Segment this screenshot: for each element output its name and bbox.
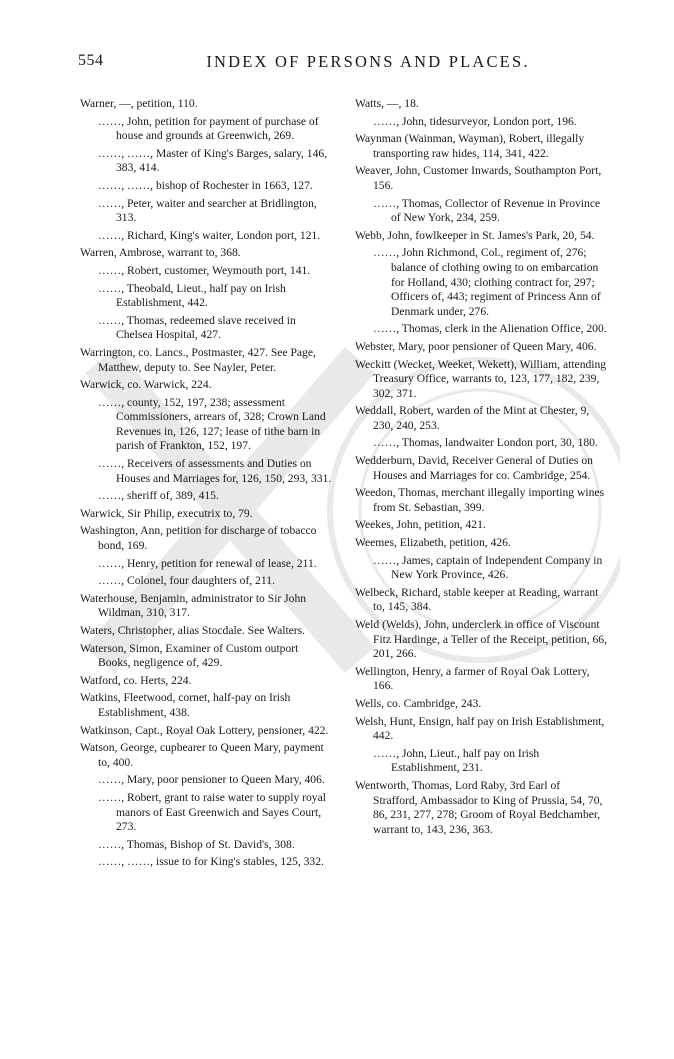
index-entry: ……, ……, issue to for King's stables, 125, 332. <box>98 855 324 869</box>
index-column-right <box>355 97 607 840</box>
index-entry: ……, ……, bishop of Rochester in 1663, 127. <box>98 178 313 192</box>
index-entry: Warren, Ambrose, warrant to, 368. <box>80 246 241 260</box>
index-entry: Watson, George, cupbearer to Queen Mary, payment to, 400. <box>80 741 324 769</box>
index-entry: ……, John Richmond, Col., regiment of, 276; balance of clothing owing to on embarcation for Holland, 430; clothing contract for, 297; Officers of, 443; regiment of Princess Ann of Denmark under, 276. <box>373 246 601 318</box>
index-entry: ……, Thomas, redeemed slave received in Chelsea Hospital, 427. <box>98 313 296 342</box>
index-entry: Waynman (Wainman, Wayman), Robert, illegally transporting raw hides, 114, 341, 422. <box>355 132 585 160</box>
index-entry: Wedderburn, David, Receiver General of Duties on Houses and Marriages for co. Cambridge, 254. <box>355 454 593 482</box>
page-header <box>78 52 618 80</box>
index-entry: Watkins, Fleetwood, cornet, half-pay on Irish Establishment, 438. <box>80 691 291 719</box>
index-entry: ……, county, 152, 197, 238; assessment Commissioners, arrears of, 328; Crown Land Revenues in, 126, 127; lease of tithe barn in parish of Frankton, 152, 197. <box>98 395 326 453</box>
index-entry: Waterhouse, Benjamin, administrator to Sir John Wildman, 310, 317. <box>80 591 307 620</box>
index-entry: Watford, co. Herts, 224. <box>80 673 192 687</box>
index-entry: Weckitt (Wecket, Weeket, Wekett), William, attending Treasury Office, warrants to, 123, 177, 182, 239, 302, 371. <box>355 357 607 400</box>
index-entry: ……, Thomas, Bishop of St. David's, 308. <box>98 837 295 851</box>
index-entry: Weedon, Thomas, merchant illegally importing wines from St. Sebastian, 399. <box>355 486 605 514</box>
index-entry: Waterson, Simon, Examiner of Custom outport Books, negligence of, 429. <box>80 641 299 670</box>
index-entry: ……, John, Lieut., half pay on Irish Establishment, 231. <box>373 746 540 775</box>
index-entry: Warrington, co. Lancs., Postmaster, 427. See Page, Matthew, deputy to. See Nayler, Peter. <box>80 345 316 374</box>
index-entry: ……, Richard, King's waiter, London port, 121. <box>98 228 321 242</box>
index-entry: Wells, co. Cambridge, 243. <box>355 696 482 710</box>
index-entry: Weld (Welds), John, underclerk in office of Viscount Fitz Hardinge, a Teller of the Receipt, petition, 66, 201, 266. <box>355 618 608 661</box>
index-entry: ……, Peter, waiter and searcher at Bridlington, 313. <box>98 196 317 225</box>
index-entry: ……, Theobald, Lieut., half pay on Irish Establishment, 442. <box>98 281 286 310</box>
index-entry: Weekes, John, petition, 421. <box>355 518 486 532</box>
index-entry: ……, Colonel, four daughters of, 211. <box>98 574 275 588</box>
index-entry: Watkinson, Capt., Royal Oak Lottery, pensioner, 422. <box>80 723 329 737</box>
index-entry: ……, Mary, poor pensioner to Queen Mary, 406. <box>98 773 325 787</box>
page-number: 554 <box>78 52 104 69</box>
index-entry: Webster, Mary, poor pensioner of Queen Mary, 406. <box>355 339 597 353</box>
index-entry: Watts, —, 18. <box>355 97 419 110</box>
index-entry: Washington, Ann, petition for discharge of tobacco bond, 169. <box>80 524 317 553</box>
index-column-left <box>80 97 332 873</box>
index-entry: ……, James, captain of Independent Company in New York Province, 426. <box>373 553 603 582</box>
index-entry: ……, Thomas, clerk in the Alienation Office, 200. <box>373 322 607 336</box>
index-entry: Warner, —, petition, 110. <box>80 97 198 110</box>
index-entry: Wentworth, Thomas, Lord Raby, 3rd Earl of Strafford, Ambassador to King of Prussia, 54, 70, 86, 231, 277, 278; Groom of Royal Bedchamber, warrant to, 143, 236, 363. <box>355 778 603 836</box>
index-entry: ……, sheriff of, 389, 415. <box>98 489 219 503</box>
index-entry: Waters, Christopher, alias Stocdale. See Walters. <box>80 624 306 637</box>
index-entry: Wellington, Henry, a farmer of Royal Oak Lottery, 166. <box>355 664 590 693</box>
index-entry: Welbeck, Richard, stable keeper at Reading, warrant to, 145, 384. <box>355 585 599 614</box>
index-entry: Weddall, Robert, warden of the Mint at Chester, 9, 230, 240, 253. <box>355 404 590 432</box>
index-entry: ……, Receivers of assessments and Duties on Houses and Marriages for, 126, 150, 293, 331. <box>98 457 332 485</box>
index-entry: Weemes, Elizabeth, petition, 426. <box>355 536 511 550</box>
index-entry: ……, ……, Master of King's Barges, salary, 146, 383, 414. <box>98 146 328 175</box>
index-entry: Webb, John, fowlkeeper in St. James's Park, 20, 54. <box>355 228 595 242</box>
index-entry: ……, Thomas, landwaiter London port, 30, 180. <box>373 436 598 450</box>
index-entry: Welsh, Hunt, Ensign, half pay on Irish Establishment, 442. <box>355 714 605 743</box>
index-entry: ……, John, petition for payment of purchase of house and grounds at Greenwich, 269. <box>98 114 319 143</box>
index-entry: Warwick, Sir Philip, executrix to, 79. <box>80 506 253 520</box>
index-entry: ……, John, tidesurveyor, London port, 196. <box>373 114 577 128</box>
index-entry: ……, Thomas, Collector of Revenue in Province of New York, 234, 259. <box>373 196 601 225</box>
page-title: INDEX OF PERSONS AND PLACES. <box>206 52 530 71</box>
index-entry: ……, Robert, customer, Weymouth port, 141. <box>98 263 311 277</box>
index-entry: Warwick, co. Warwick, 224. <box>80 378 212 392</box>
index-entry: Weaver, John, Customer Inwards, Southampton Port, 156. <box>355 164 602 192</box>
index-entry: ……, Robert, grant to raise water to supply royal manors of East Greenwich and Sayes Court, 273. <box>98 790 326 834</box>
index-entry: ……, Henry, petition for renewal of lease, 211. <box>98 556 317 570</box>
